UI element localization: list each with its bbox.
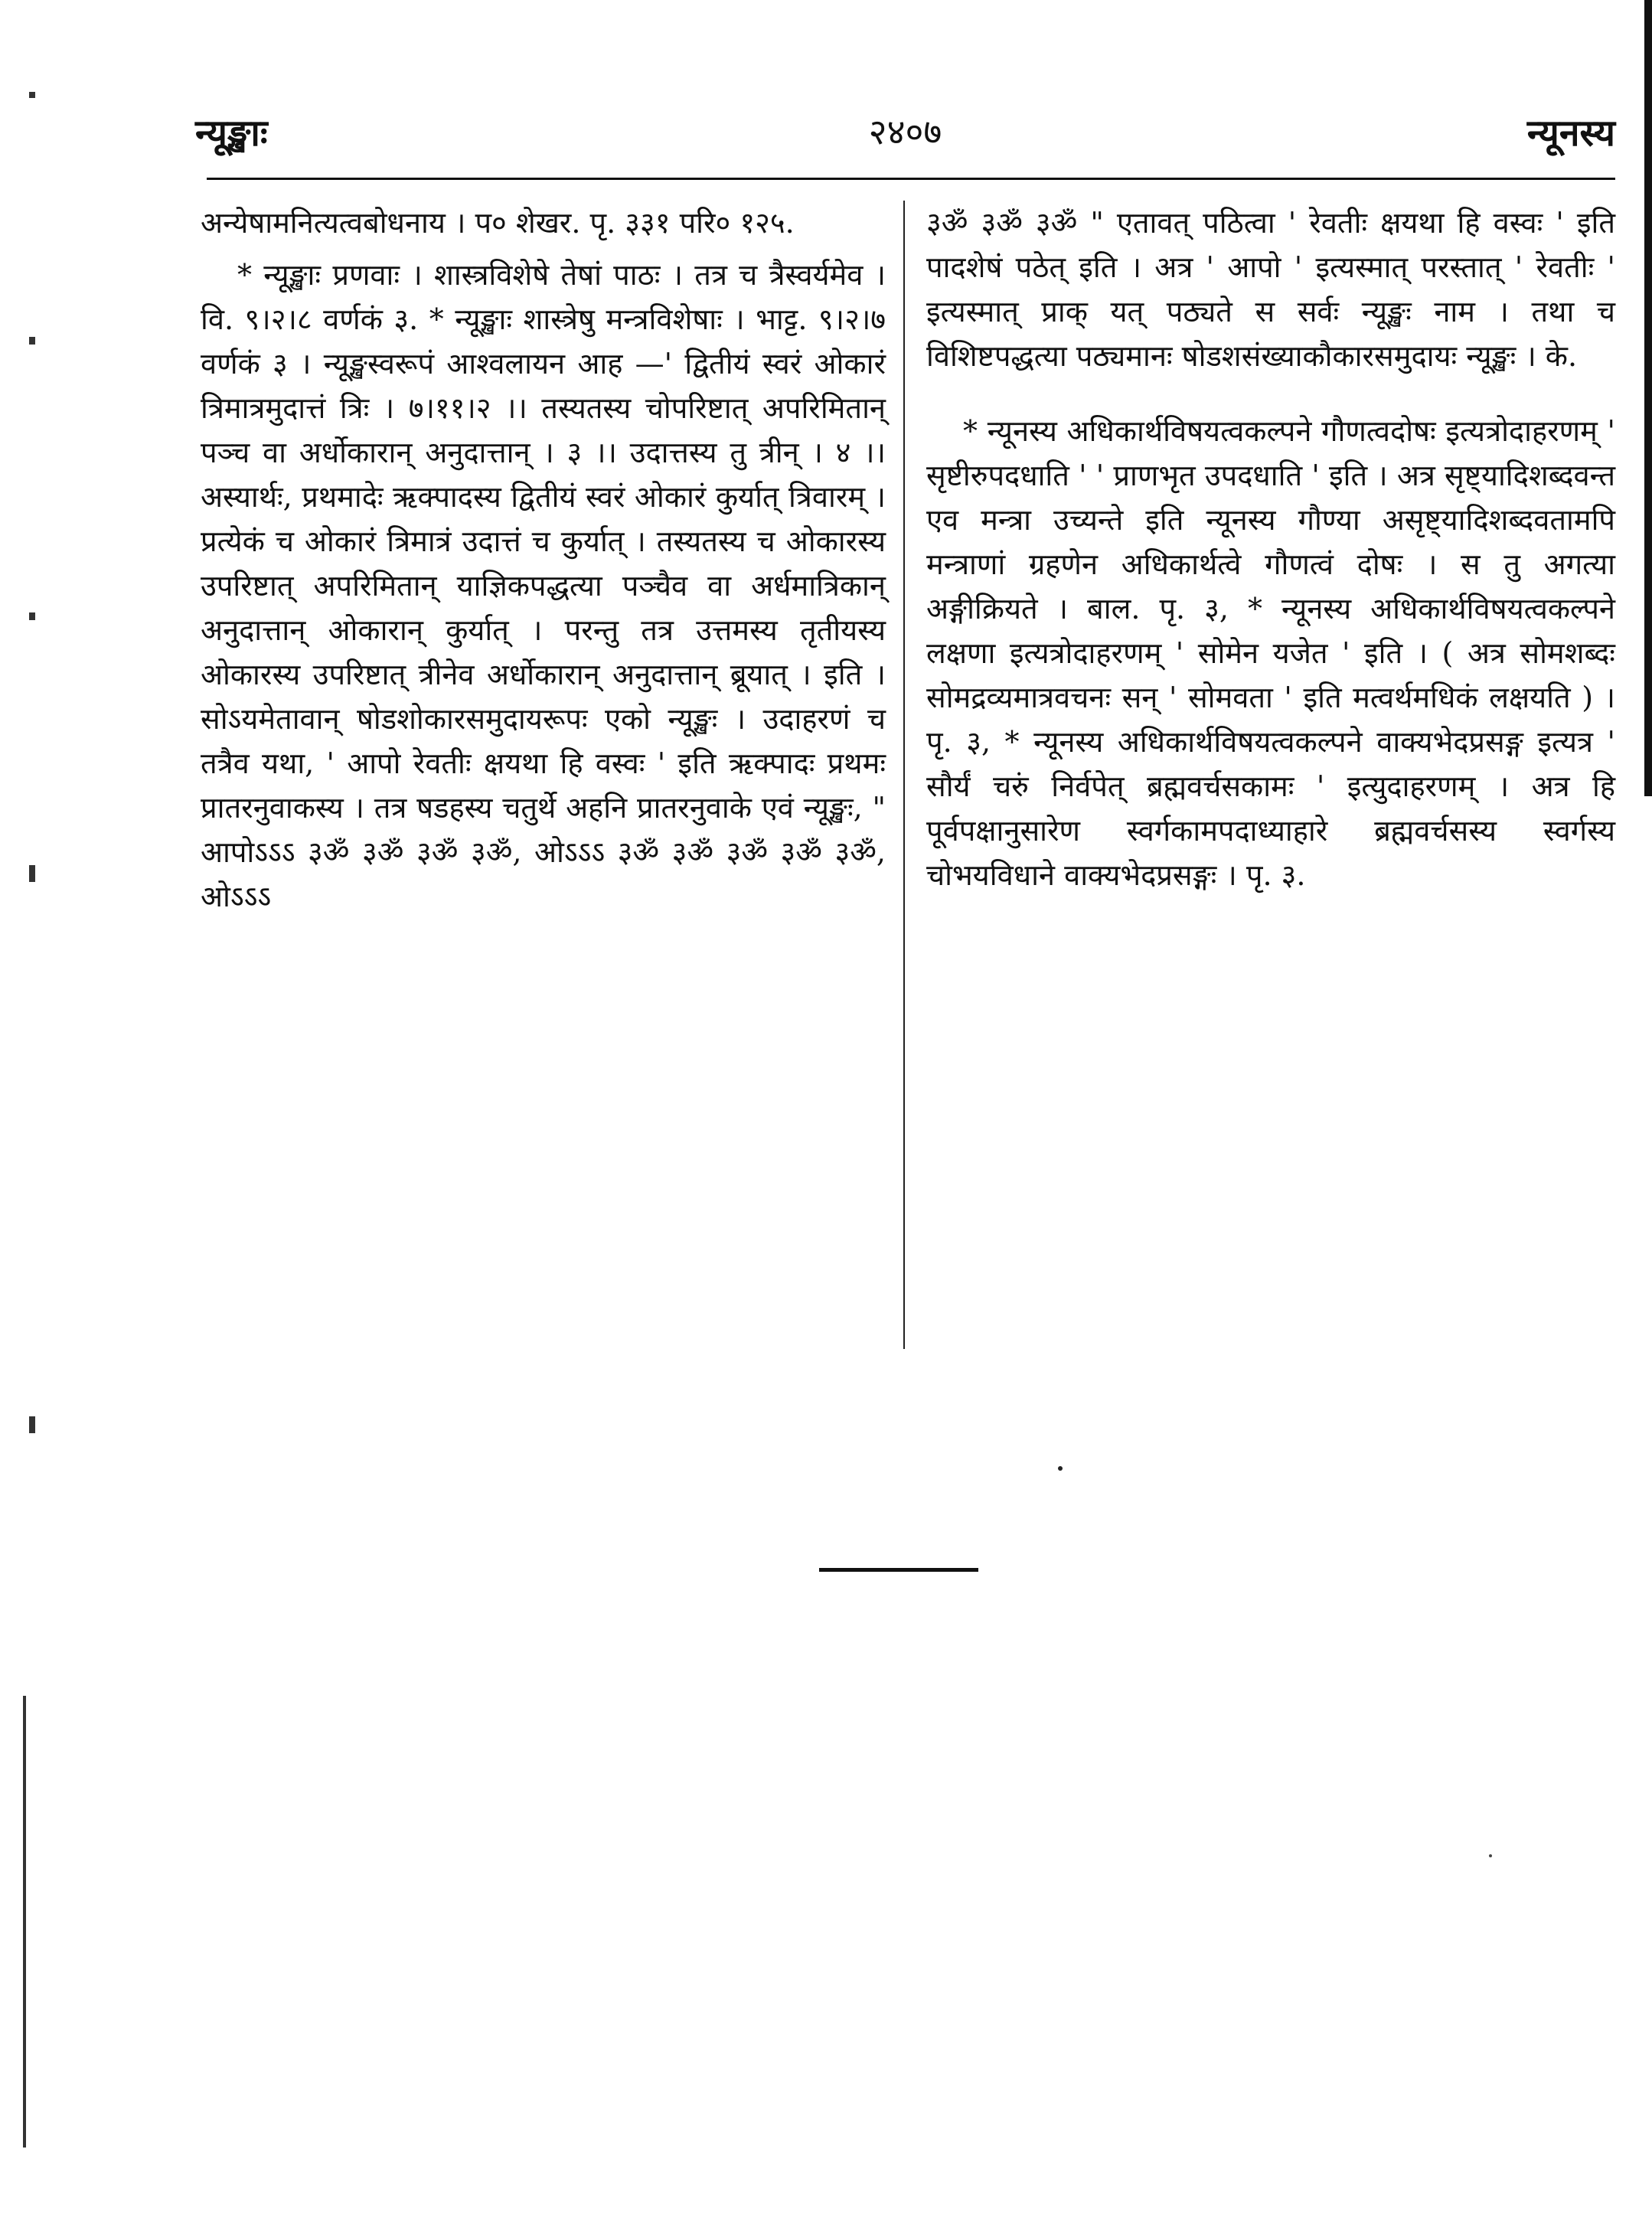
paragraph: ३ॐ ३ॐ ३ॐ " एतावत् पठित्वा ' रेवतीः क्षयथा हि वस्वः ' इति पादशेषं पठेत् इति । अत्र ' आपो ' इत्यस्मात् परस्तात् ' रेवतीः ' इत्यस्मात् प्राक् यत् पठ्यते स सर्वः न्यूङ्खः नाम । तथा च विशिष्टपद्धत्या पठ्यमानः षोडशसंख्याकौकारसमुदायः न्यूङ्खः । के. xyxy=(926,206,1615,373)
speck xyxy=(1058,1466,1063,1471)
right-column xyxy=(926,201,1615,905)
scan-mark xyxy=(29,865,35,882)
paragraph: * न्यूङ्खाः प्रणवाः । शास्त्रविशेषे तेषां पाठः । तत्र च त्रैस्वर्यमेव । वि. ९।२।८ वर्णकं ३. * न्यूङ्खाः शास्त्रेषु मन्त्रविशेषाः । भाट्ट. ९।२।७ वर्णकं ३ । न्यूङ्खस्वरूपं आश्वलायन आह —' द्वितीयं स्वरं ओकारं त्रिमात्रमुदात्तं त्रिः । ७।११।२ ।। तस्यतस्य चोपरिष्टात् अपरिमितान् पञ्च वा अर्धोकारान् अनुदात्तान् । ३ ।। उदात्तस्य तु त्रीन् । ४ ।। अस्यार्थः, प्रथमादेः ऋक्पादस्य द्वितीयं स्वरं ओकारं कुर्यात् त्रिवारम् । प्रत्येकं च ओकारं त्रिमात्रं उदात्तं च कुर्यात् । तस्यतस्य च ओकारस्य उपरिष्टात् अपरिमितान् याज्ञिकपद्धत्या पञ्चैव वा अर्धमात्रिकान् अनुदात्तान् ओकारान् कुर्यात् । परन्तु तत्र उत्तमस्य तृतीयस्य ओकारस्य उपरिष्टात् त्रीनेव अर्धोकारान् अनुदात्तान् ब्रूयात् । इति । सोऽयमेतावान् षोडशोकारसमुदायरूपः एको न्यूङ्खः । उदाहरणं च तत्रैव यथा, ' आपो रेवतीः क्षयथा हि वस्वः ' इति ऋक्पादः प्रथमः प्रातरनुवाकस्य । तत्र षडहस्य चतुर्थे अहनि प्रातरनुवाके एवं न्यूङ्खः, " आपोऽऽऽ ३ॐ ३ॐ ३ॐ ३ॐ, ओऽऽऽ ३ॐ ३ॐ ३ॐ ३ॐ ३ॐ, ओऽऽऽ xyxy=(201,258,886,913)
paragraph: अन्येषामनित्यत्वबोधनाय । प० शेखर. पृ. ३३१ परि० १२५. xyxy=(201,206,795,240)
left-column xyxy=(201,201,886,926)
header-rule xyxy=(207,178,1615,180)
scan-edge-bar xyxy=(1644,0,1652,796)
scan-binding-line xyxy=(23,1696,26,2148)
scan-mark xyxy=(29,337,35,345)
running-header xyxy=(195,107,1615,161)
paragraph: * न्यूनस्य अधिकार्थविषयत्वकल्पने गौणत्वदोषः इत्यत्रोदाहरणम् ' सृष्टीरुपदधाति ' ' प्राणभृत उपदधाति ' इति । अत्र सृष्ट्यादिशब्दवन्त एव मन्त्रा उच्यन्ते इति न्यूनस्य गौण्या असृष्ट्यादिशब्दवतामपि मन्त्राणां ग्रहणेन अधिकार्थत्वे गौणत्वं दोषः । स तु अगत्या अङ्गीक्रियते । बाल. पृ. ३, * न्यूनस्य अधिकार्थविषयत्वकल्पने लक्षणा इत्यत्रोदाहरणम् ' सोमेन यजेत ' इति । ( अत्र सोमशब्दः सोमद्रव्यमात्रवचनः सन् ' सोमवता ' इति मत्वर्थमधिकं लक्षयति ) । पृ. ३, * न्यूनस्य अधिकार्थविषयत्वकल्पने वाक्यभेदप्रसङ्ग इत्यत्र ' सौर्यं चरुं निर्वपेत् ब्रह्मवर्चसकामः ' इत्युदाहरणम् । अत्र हि पूर्वपक्षानुसारेण स्वर्गकामपदाध्याहारे ब्रह्मवर्चसस्य स्वर्गस्य चोभयविधाने वाक्यभेदप्रसङ्गः । पृ. ३. xyxy=(926,414,1615,892)
page-number: २४०७ xyxy=(868,111,942,152)
scan-mark xyxy=(29,1416,35,1433)
scan-mark xyxy=(29,612,35,620)
end-rule xyxy=(819,1568,978,1572)
speck xyxy=(1489,1854,1492,1857)
header-right-word: न्यूनस्य xyxy=(1526,112,1615,155)
header-left-word: न्यूङ्खाः xyxy=(195,112,268,155)
column-divider xyxy=(903,201,905,1349)
scan-mark xyxy=(29,92,35,98)
